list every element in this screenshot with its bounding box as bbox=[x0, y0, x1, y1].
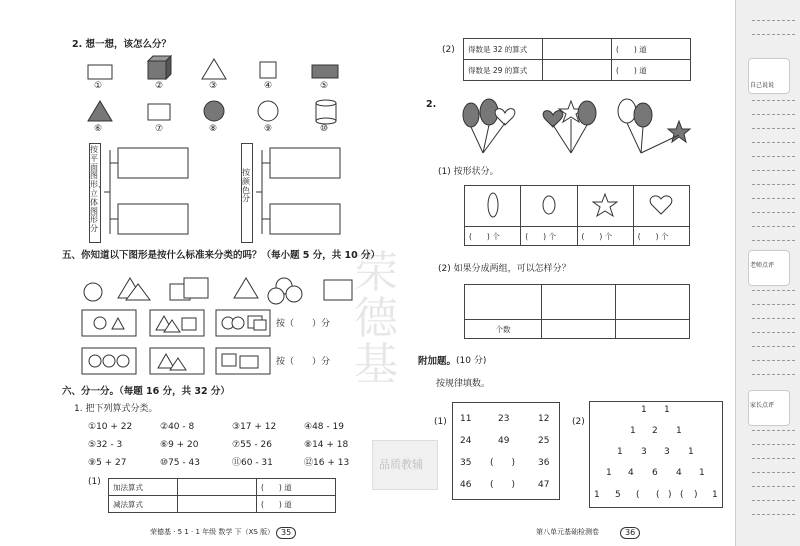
circle-dark-shape bbox=[204, 101, 224, 121]
p4-7: 1 bbox=[712, 490, 718, 500]
shape-num-4: ④ bbox=[264, 81, 273, 91]
by-label-2: 按（ ）分 bbox=[276, 357, 331, 367]
p4-2: ( bbox=[636, 490, 640, 500]
p2-1: 3 bbox=[641, 447, 647, 457]
cylinder-shape bbox=[316, 100, 336, 124]
question-2-num: 2. bbox=[426, 99, 437, 110]
triangle-dark-shape bbox=[88, 101, 112, 121]
shape-num-5: ⑤ bbox=[320, 81, 329, 91]
circle-shape bbox=[258, 101, 278, 121]
left-page-number: 35 bbox=[276, 527, 296, 539]
g1-r3-c2: 47 bbox=[538, 480, 550, 490]
count-oval-long: ( ) 个 bbox=[465, 227, 521, 246]
expr-10: ⑩75 - 43 bbox=[160, 458, 200, 468]
two-groups-question: (2) 如果分成两组，可以怎样分？ bbox=[438, 264, 571, 274]
expr-7: ⑦55 - 26 bbox=[232, 440, 272, 450]
by-label-1: 按（ ）分 bbox=[276, 319, 331, 329]
rectangle-shape-2 bbox=[148, 104, 170, 120]
shape-num-3: ③ bbox=[209, 81, 218, 91]
p4-4: ) bbox=[668, 490, 672, 500]
count-label: 个数 bbox=[465, 320, 542, 339]
result-32-count: ( ) 道 bbox=[612, 39, 691, 60]
watermark-stamp bbox=[372, 440, 438, 490]
p3-4: 1 bbox=[699, 468, 705, 478]
expr-11: ⑪60 - 31 bbox=[232, 458, 273, 468]
shape-set bbox=[80, 55, 360, 140]
rectangle-dark-shape bbox=[312, 65, 338, 78]
sub-label: 减法算式 bbox=[109, 496, 178, 513]
question-2-title: 2. 想一想，该怎么分？ bbox=[72, 39, 172, 50]
g1-r0-c1: 23 bbox=[498, 414, 510, 424]
sub-2-label: (2) bbox=[442, 45, 455, 55]
section-5-title: 五、你知道以下图形是按什么标准来分类的吗？（每小题 5 分，共 10 分） bbox=[62, 250, 381, 261]
p1-1: 2 bbox=[652, 426, 658, 436]
result-29-count: ( ) 道 bbox=[612, 60, 691, 81]
expr-5: ⑤32 - 3 bbox=[88, 440, 123, 450]
expr-2: ②40 - 8 bbox=[160, 422, 195, 432]
sidebar-mascot-2 bbox=[748, 250, 790, 286]
shape-question: (1) 按形状分。 bbox=[438, 167, 499, 177]
p3-1: 4 bbox=[628, 468, 634, 478]
p3-3: 4 bbox=[676, 468, 682, 478]
shape-num-10: ⑩ bbox=[320, 124, 329, 134]
g1-r1-c1: 49 bbox=[498, 436, 510, 446]
g1-r2-c2: 36 bbox=[538, 458, 550, 468]
sub-2-table bbox=[463, 38, 691, 81]
section-6-q1: 1. 把下列算式分类。 bbox=[74, 404, 158, 414]
add-count: ( ) 道 bbox=[257, 479, 336, 496]
sub-1-table bbox=[108, 478, 336, 513]
scroll-pair-1 bbox=[100, 142, 200, 242]
add-label: 加法算式 bbox=[109, 479, 178, 496]
expr-3: ③17 + 12 bbox=[232, 422, 277, 432]
right-page-number: 36 bbox=[620, 527, 640, 539]
g1-r1-c0: 24 bbox=[460, 436, 472, 446]
p4-0: 1 bbox=[594, 490, 600, 500]
expr-8: ⑧14 + 18 bbox=[304, 440, 349, 450]
p4-5: ( bbox=[680, 490, 684, 500]
count-star: ( ) 个 bbox=[577, 227, 633, 246]
shape-num-7: ⑦ bbox=[155, 124, 164, 134]
sub-1-label: (1) bbox=[88, 477, 101, 487]
expr-9: ⑨5 + 27 bbox=[88, 458, 127, 468]
left-footer: 荣德基 · 5 1 · 1 年级 数学 下（XS 版） bbox=[150, 528, 275, 536]
expr-12: ⑫16 + 13 bbox=[304, 458, 350, 468]
p0-1: 1 bbox=[664, 405, 670, 415]
scroll-pair-2 bbox=[252, 142, 352, 242]
p1-0: 1 bbox=[630, 426, 636, 436]
square-shape bbox=[260, 62, 276, 78]
classify-by-color-label: 按颜色分 bbox=[242, 168, 250, 204]
section-6-title: 六、分一分。（每题 16 分，共 32 分） bbox=[62, 386, 230, 397]
g1-r2-c0: 35 bbox=[460, 458, 472, 468]
g1-r0-c0: 11 bbox=[460, 414, 472, 424]
p4-3: ( bbox=[656, 490, 660, 500]
p2-0: 1 bbox=[617, 447, 623, 457]
right-footer: 第八单元基础检测卷 bbox=[536, 528, 599, 536]
grid-2-label: (2) bbox=[572, 417, 585, 427]
grid-1-label: (1) bbox=[434, 417, 447, 427]
shape-count-table bbox=[464, 185, 690, 246]
two-groups-table bbox=[464, 284, 690, 339]
count-heart: ( ) 个 bbox=[633, 227, 689, 246]
triangle-shape bbox=[202, 59, 226, 79]
sidebar-label-1: 自己说说 bbox=[750, 82, 775, 89]
g1-r0-c2: 12 bbox=[538, 414, 550, 424]
result-32-label: 得数是 32 的算式 bbox=[464, 39, 543, 60]
bonus-question: 按规律填数。 bbox=[436, 379, 491, 389]
watermark-small: 品质教辅 bbox=[379, 458, 423, 471]
sidebar-mascot-1 bbox=[748, 58, 790, 94]
watermark-text: 荣德基 bbox=[354, 247, 398, 391]
sidebar-label-3: 家长点评 bbox=[750, 402, 775, 409]
balloons-illustration bbox=[455, 95, 695, 160]
count-oval: ( ) 个 bbox=[521, 227, 577, 246]
bonus-score: (10 分) bbox=[456, 356, 487, 366]
shape-num-2: ② bbox=[155, 81, 164, 91]
bonus-title: 附加题。 bbox=[418, 356, 457, 367]
expr-1: ①10 + 22 bbox=[88, 422, 133, 432]
p1-2: 1 bbox=[676, 426, 682, 436]
p2-3: 1 bbox=[688, 447, 694, 457]
p0-0: 1 bbox=[641, 405, 647, 415]
cube-shape bbox=[148, 56, 171, 79]
g1-r3-c1: ( ) bbox=[490, 480, 516, 490]
p4-1: 5 bbox=[615, 490, 621, 500]
p2-2: 3 bbox=[664, 447, 670, 457]
shape-num-9: ⑨ bbox=[264, 124, 273, 134]
expr-4: ④48 - 19 bbox=[304, 422, 344, 432]
sidebar-label-2: 老师点评 bbox=[750, 262, 775, 269]
sub-count: ( ) 道 bbox=[257, 496, 336, 513]
shape-num-6: ⑥ bbox=[94, 124, 103, 134]
expr-6: ⑥9 + 20 bbox=[160, 440, 199, 450]
rectangle-shape bbox=[88, 65, 112, 79]
result-29-label: 得数是 29 的算式 bbox=[464, 60, 543, 81]
p3-0: 1 bbox=[606, 468, 612, 478]
classify-by-dim-label: 按平面图形、立体图形分 bbox=[90, 145, 106, 234]
shape-num-1: ① bbox=[94, 81, 103, 91]
g1-r2-c1: ( ) bbox=[490, 458, 516, 468]
g1-r1-c2: 25 bbox=[538, 436, 550, 446]
p4-6: ) bbox=[694, 490, 698, 500]
sidebar-mascot-3 bbox=[748, 390, 790, 426]
p3-2: 6 bbox=[652, 468, 658, 478]
shape-num-8: ⑧ bbox=[209, 124, 218, 134]
g1-r3-c0: 46 bbox=[460, 480, 472, 490]
